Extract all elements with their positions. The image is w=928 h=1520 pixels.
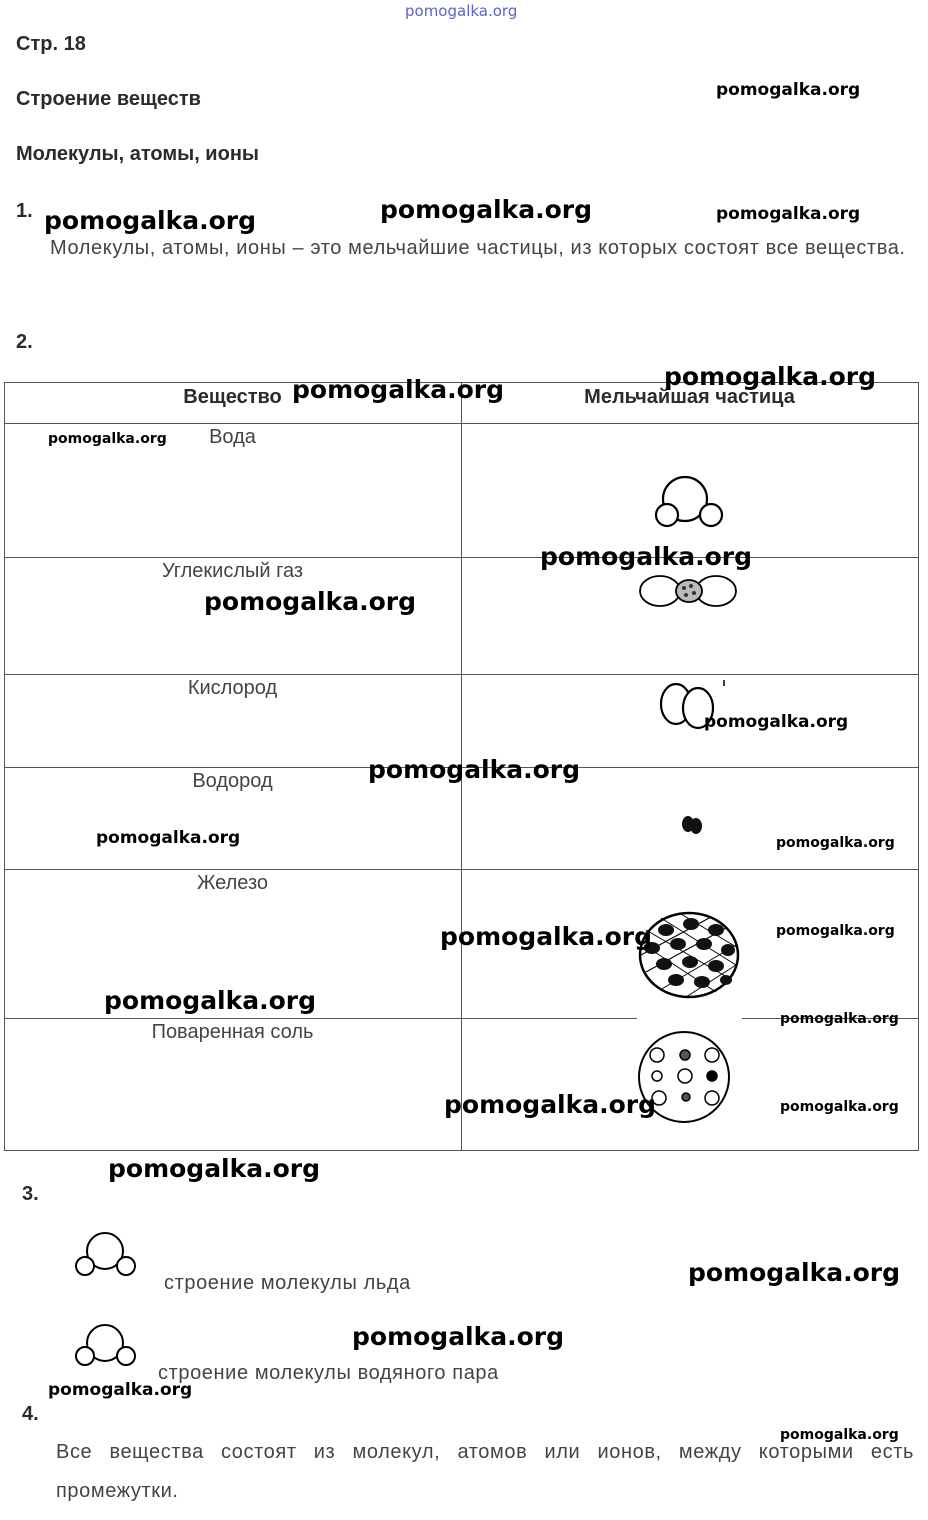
watermark: pomogalka.org bbox=[776, 835, 895, 851]
watermark: pomogalka.org bbox=[204, 587, 417, 616]
table-cell-substance: Поваренная соль bbox=[151, 1021, 314, 1043]
ice-molecule-icon bbox=[70, 1228, 140, 1278]
watermark: pomogalka.org bbox=[368, 755, 581, 784]
section-title: Строение веществ bbox=[16, 88, 201, 110]
task-4-number: 4. bbox=[22, 1403, 39, 1425]
watermark: pomogalka.org bbox=[780, 1427, 899, 1443]
watermark: pomogalka.org bbox=[776, 923, 895, 939]
task-3-item-vapor: строение молекулы водяного пара bbox=[158, 1362, 499, 1384]
watermark: pomogalka.org bbox=[48, 1380, 193, 1400]
watermark: pomogalka.org bbox=[108, 1154, 321, 1183]
table-header-substance: Вещество bbox=[183, 386, 282, 408]
task-1-text: Молекулы, атомы, ионы – это мельчайшие частицы, из которых состоят все вещества. bbox=[50, 237, 906, 259]
table-cell-substance: Железо bbox=[196, 872, 269, 894]
watermark: pomogalka.org bbox=[444, 1090, 657, 1119]
task-4-text: Все вещества состоят из молекул, атомов или ионов, между которыми есть промежутки. bbox=[56, 1441, 914, 1502]
table-row-divider bbox=[4, 1018, 637, 1019]
task-3-number: 3. bbox=[22, 1183, 39, 1205]
watermark: pomogalka.org bbox=[664, 362, 877, 391]
carbon-dioxide-molecule-icon bbox=[636, 570, 740, 612]
watermark: pomogalka.org bbox=[48, 431, 167, 447]
table-header-particle: Мельчайшая частица bbox=[584, 386, 795, 408]
hydrogen-molecule-icon bbox=[678, 812, 708, 836]
table-cell-substance: Вода bbox=[209, 426, 256, 448]
table-cell-substance: Кислород bbox=[187, 677, 278, 699]
watermark: pomogalka.org bbox=[540, 542, 753, 571]
task-2-number: 2. bbox=[16, 331, 33, 353]
watermark: pomogalka.org bbox=[380, 195, 593, 224]
page-label: Стр. 18 bbox=[16, 33, 86, 55]
task-1-number: 1. bbox=[16, 200, 33, 222]
subsection-title: Молекулы, атомы, ионы bbox=[16, 143, 259, 165]
water-molecule-icon bbox=[640, 472, 730, 532]
watermark: pomogalka.org bbox=[440, 922, 653, 951]
watermark: pomogalka.org bbox=[292, 375, 505, 404]
task-3-item-ice: строение молекулы льда bbox=[164, 1272, 411, 1294]
watermark: pomogalka.org bbox=[716, 204, 861, 224]
watermark: pomogalka.org bbox=[704, 712, 849, 732]
watermark: pomogalka.org bbox=[688, 1258, 901, 1287]
watermark: pomogalka.org bbox=[716, 80, 861, 100]
watermark: pomogalka.org bbox=[780, 1099, 899, 1115]
watermark: pomogalka.org bbox=[780, 1011, 899, 1027]
table-cell-substance: Водород bbox=[192, 770, 273, 792]
watermark: pomogalka.org bbox=[44, 206, 257, 235]
table-border-right bbox=[918, 382, 919, 1151]
table-cell-substance: Углекислый газ bbox=[161, 560, 304, 582]
vapor-molecule-icon bbox=[70, 1318, 140, 1368]
watermark: pomogalka.org bbox=[352, 1322, 565, 1351]
watermark: pomogalka.org bbox=[96, 828, 241, 848]
watermark-top: pomogalka.org bbox=[405, 2, 518, 20]
watermark: pomogalka.org bbox=[104, 986, 317, 1015]
